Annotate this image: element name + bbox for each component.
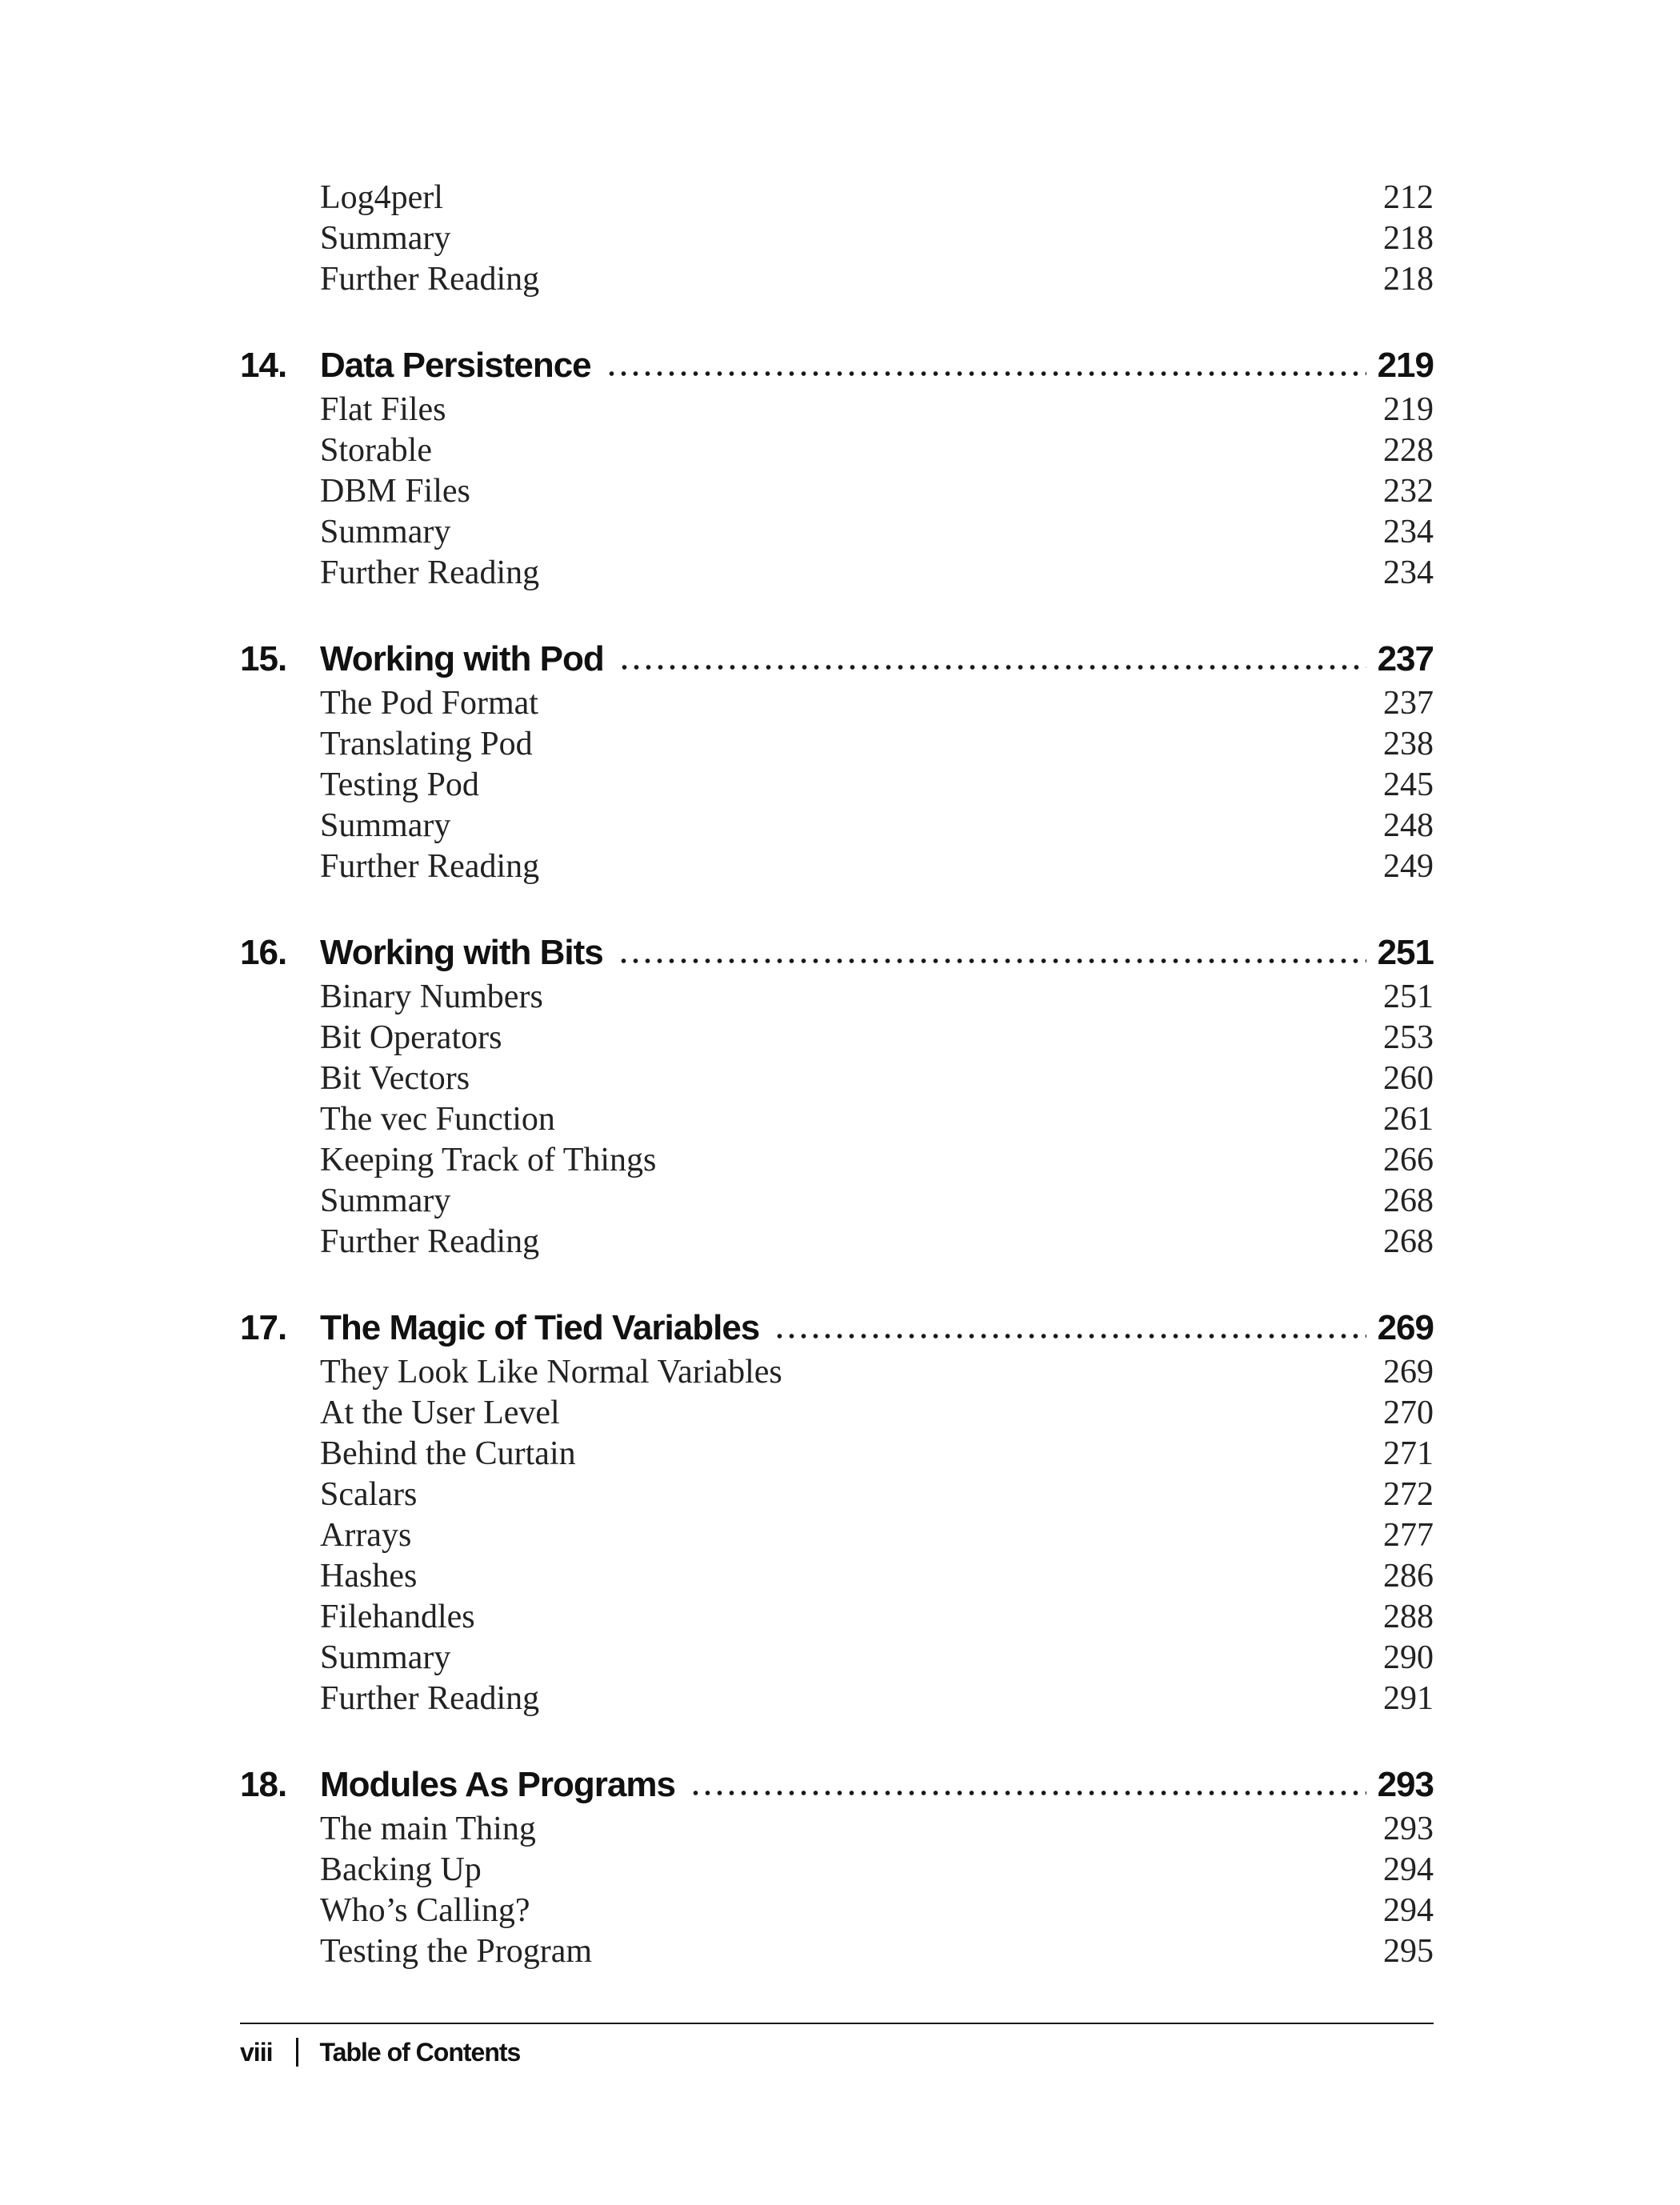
toc-entry-page: 268 [1383,1223,1434,1260]
chapter-page: 237 [1377,639,1434,678]
chapter-heading-18[interactable] [240,1761,1434,1809]
toc-entry[interactable] [240,977,1434,1018]
toc-entry-title: Flat Files [320,391,446,428]
toc-entry[interactable] [240,765,1434,806]
toc-entry-page: 271 [1383,1435,1434,1472]
footer-separator [296,2038,298,2067]
toc-entry-title: Binary Numbers [320,978,543,1015]
chapter-heading-15[interactable] [240,635,1434,683]
toc-entry[interactable] [240,1181,1434,1222]
dot-leader [774,1331,1366,1341]
toc-entry-page: 249 [1383,848,1434,885]
toc-entry[interactable] [240,1850,1434,1891]
toc-entry[interactable] [240,1058,1434,1099]
toc-entry-title: DBM Files [320,473,470,510]
toc-entry-page: 218 [1383,220,1434,257]
toc-entry[interactable] [240,846,1434,887]
toc-entry-title: Hashes [320,1558,418,1595]
toc-entry[interactable] [240,1597,1434,1638]
toc-entry[interactable] [240,1679,1434,1719]
toc-entry[interactable] [240,1931,1434,1972]
toc-entry-page: 234 [1383,514,1434,550]
toc-entry-page: 218 [1383,261,1434,298]
dot-leader [606,369,1366,378]
toc-entry-page: 294 [1383,1892,1434,1929]
toc-entry-page: 245 [1383,766,1434,803]
toc-entry-title: The vec Function [320,1101,555,1138]
toc-entry[interactable] [240,1556,1434,1597]
dot-leader [618,662,1366,672]
toc-entry-title: Summary [320,220,451,257]
toc-entry-page: 266 [1383,1142,1434,1179]
chapter-title: The Magic of Tied Variables [320,1308,760,1347]
toc-entry-title: They Look Like Normal Variables [320,1354,782,1391]
chapter-page: 219 [1377,346,1434,385]
toc-entry-page: 228 [1383,432,1434,469]
chapter-number: 17. [240,1308,287,1347]
toc-entry[interactable] [240,1352,1434,1393]
toc-entry-title: The Pod Format [320,685,538,722]
chapter-number: 14. [240,346,287,385]
chapter-title: Modules As Programs [320,1765,675,1804]
toc-entry-title: Summary [320,1183,451,1219]
toc-entry-page: 260 [1383,1060,1434,1097]
chapter-page: 293 [1377,1765,1434,1804]
toc-entry[interactable] [240,178,1434,218]
toc-entry-title: Filehandles [320,1599,475,1635]
toc-entry-page: 251 [1383,978,1434,1015]
toc-entry[interactable] [240,1434,1434,1475]
toc-entry[interactable] [240,553,1434,594]
toc-entry-page: 269 [1383,1354,1434,1391]
toc-entry-page: 237 [1383,685,1434,722]
toc-entry[interactable] [240,683,1434,724]
toc-entry[interactable] [240,1809,1434,1850]
toc-entry[interactable] [240,1099,1434,1140]
toc-entry-page: 268 [1383,1183,1434,1219]
toc-entry-title: Keeping Track of Things [320,1142,657,1179]
toc-entry[interactable] [240,1140,1434,1181]
toc-entry[interactable] [240,471,1434,512]
toc-entry-title: The main Thing [320,1811,536,1847]
toc-entry-page: 270 [1383,1395,1434,1431]
toc-entry-page: 272 [1383,1476,1434,1513]
toc-entry-page: 294 [1383,1851,1434,1888]
toc-entry-title: Bit Vectors [320,1060,470,1097]
footer-page-number: viii [240,2038,273,2067]
toc-entry-title: Summary [320,807,451,844]
toc-entry-title: Testing Pod [320,766,479,803]
toc-entry-title: Who’s Calling? [320,1892,530,1929]
toc-entry[interactable] [240,430,1434,471]
chapter-title: Working with Pod [320,639,604,678]
chapter-title: Data Persistence [320,346,591,385]
toc-entry[interactable] [240,1018,1434,1058]
toc-entry-page: 234 [1383,554,1434,591]
toc-entry[interactable] [240,1515,1434,1556]
toc-entry-title: Translating Pod [320,726,533,762]
toc-entry-title: Bit Operators [320,1019,502,1056]
toc-entry-page: 291 [1383,1680,1434,1717]
dot-leader [618,956,1366,966]
toc-entry-page: 238 [1383,726,1434,762]
chapter-number: 18. [240,1765,287,1804]
toc-entry-page: 261 [1383,1101,1434,1138]
toc-entry[interactable] [240,390,1434,430]
toc-entry[interactable] [240,218,1434,259]
toc-entry-title: Arrays [320,1517,412,1554]
toc-entry[interactable] [240,724,1434,765]
toc-entry-page: 219 [1383,391,1434,428]
toc-entry[interactable] [240,512,1434,553]
toc-entry-title: Backing Up [320,1851,482,1888]
toc-entry-page: 286 [1383,1558,1434,1595]
toc-entry[interactable] [240,1638,1434,1679]
toc-entry[interactable] [240,259,1434,300]
toc-entry-page: 277 [1383,1517,1434,1554]
toc-entry-title: Summary [320,514,451,550]
chapter-number: 16. [240,933,287,972]
table-of-contents [240,178,1434,1972]
footer-divider [240,2023,1434,2024]
toc-entry[interactable] [240,1891,1434,1931]
toc-entry-title: Scalars [320,1476,418,1513]
toc-entry-title: Behind the Curtain [320,1435,576,1472]
toc-entry-title: Testing the Program [320,1933,592,1970]
toc-entry[interactable] [240,1222,1434,1263]
toc-entry-page: 288 [1383,1599,1434,1635]
toc-entry-title: At the User Level [320,1395,560,1431]
toc-entry-page: 248 [1383,807,1434,844]
toc-entry-title: Further Reading [320,848,540,885]
toc-entry-page: 232 [1383,473,1434,510]
toc-entry-page: 253 [1383,1019,1434,1056]
toc-entry-title: Summary [320,1639,451,1676]
toc-entry[interactable] [240,1393,1434,1434]
toc-entry-page: 212 [1383,179,1434,216]
footer-running-title: Table of Contents [319,2038,521,2067]
toc-entry-title: Further Reading [320,261,540,298]
chapter-heading-14[interactable] [240,342,1434,390]
toc-entry-title: Log4perl [320,179,443,216]
chapter-number: 15. [240,639,287,678]
chapter-heading-17[interactable] [240,1304,1434,1352]
toc-entry-page: 293 [1383,1811,1434,1847]
toc-entry-page: 290 [1383,1639,1434,1676]
toc-entry-title: Further Reading [320,1223,540,1260]
chapter-page: 251 [1377,933,1434,972]
toc-entry[interactable] [240,1475,1434,1515]
toc-entry-title: Further Reading [320,1680,540,1717]
page-footer [240,2032,520,2072]
chapter-page: 269 [1377,1308,1434,1347]
chapter-heading-16[interactable] [240,929,1434,977]
chapter-title: Working with Bits [320,933,603,972]
dot-leader [690,1788,1366,1798]
toc-entry-page: 295 [1383,1933,1434,1970]
toc-entry[interactable] [240,806,1434,846]
toc-entry-title: Further Reading [320,554,540,591]
toc-entry-title: Storable [320,432,432,469]
